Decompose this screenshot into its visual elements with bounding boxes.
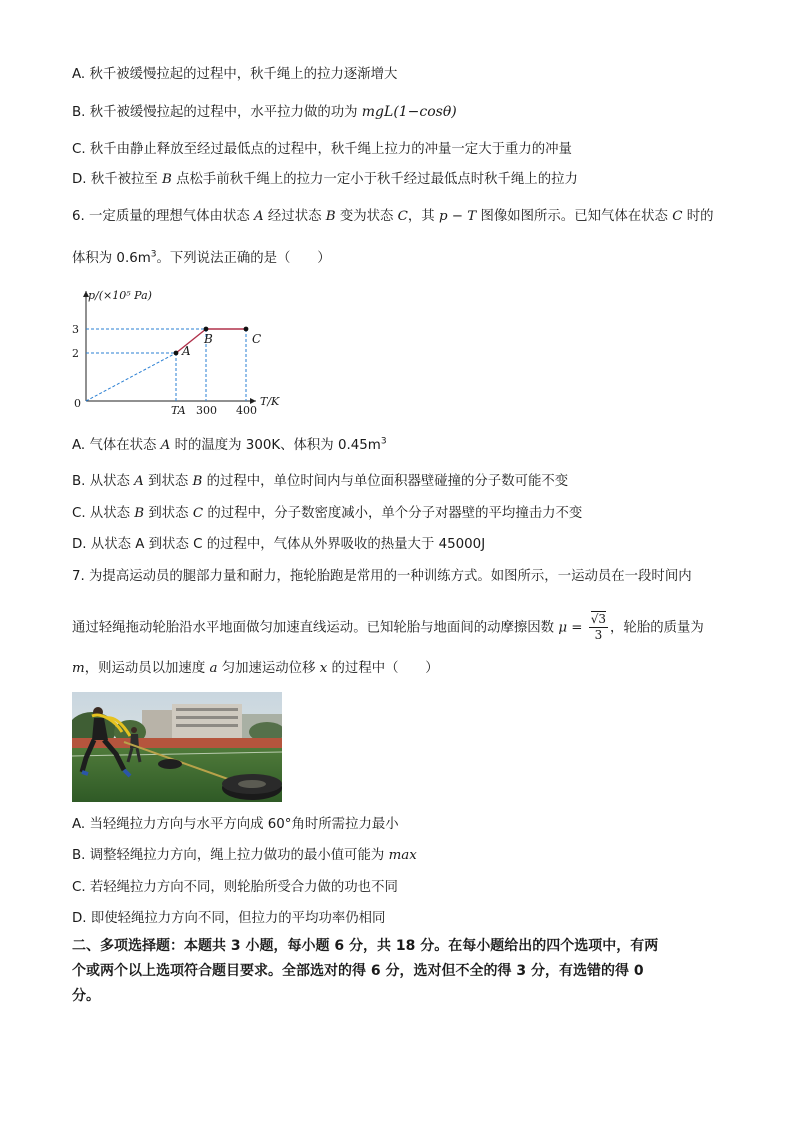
- origin-label: 0: [74, 397, 81, 410]
- x-tick-label: 400: [236, 404, 257, 417]
- q6-option-b: [72, 473, 568, 491]
- q6-option-b-text: B. 从状态: [72, 474, 135, 489]
- process-a-to-b: [176, 329, 206, 353]
- state-label-a: A: [182, 344, 191, 358]
- state-point-a: [174, 351, 179, 356]
- q5-option-d: [72, 171, 578, 189]
- q6-option-d: D. 从状态 A 到状态 C 的过程中，气体从外界吸收的热量大于 45000J: [72, 537, 486, 552]
- q6-option-b-text-2: 到状态: [143, 474, 193, 489]
- q6-var-a: A: [134, 474, 144, 489]
- x-axis-label: T/K: [260, 395, 280, 408]
- q7-mu-symbol: μ: [558, 620, 568, 636]
- q7-var-x: x: [319, 661, 328, 676]
- q7-tire-drag-photo: [72, 692, 282, 802]
- tire: [222, 774, 282, 800]
- q7-fraction-denominator: 3: [594, 628, 603, 642]
- q7-fraction-numerator: √3: [590, 612, 607, 626]
- q7-stem-line-1: 7. 为提高运动员的腿部力量和耐力，拖轮胎跑是常用的一种训练方式。如图所示，一运动员在一段时间内: [72, 569, 692, 584]
- q7-stem-text: 通过轻绳拖动轮胎沿水平地面做匀加速直线运动。已知轮胎与地面间的动摩擦因数: [72, 620, 559, 636]
- q6-option-a-text-2: 时的温度为 300K、体积为 0.45m: [170, 438, 381, 453]
- q7-option-a: A. 当轻绳拉力方向与水平方向成 60°角时所需拉力最小: [72, 817, 399, 832]
- q6-superscript: 3: [380, 436, 387, 447]
- section2-heading-line-2: 个或两个以上选项符合题目要求。全部选对的得 6 分，选对但不全的得 3 分，有选错的得 0: [72, 963, 644, 979]
- q5-option-b-formula: mgL(1−cosθ): [361, 104, 457, 120]
- q7-stem-text: ，轮胎的质量为: [610, 620, 704, 636]
- q5-option-c: C. 秋千由静止释放至经过最低点的过程中，秋千绳上拉力的冲量一定大于重力的冲量: [72, 142, 572, 157]
- section2-heading-line-1: 二、多项选择题：本题共 3 小题，每小题 6 分，共 18 分。在每小题给出的四个选项中，有两: [72, 938, 659, 954]
- q6-var-b: B: [134, 506, 145, 521]
- q5-option-b: [72, 103, 457, 122]
- q6-option-c-text-3: 的过程中，分子数密度减小，单个分子对器壁的平均撞击力不变: [203, 506, 583, 521]
- q6-pt-symbol: p − T: [438, 209, 477, 224]
- q6-option-a-text: A. 气体在状态: [72, 438, 161, 453]
- y-axis-label: p/(×10⁵ Pa): [88, 289, 152, 302]
- q7-fraction: [589, 612, 608, 643]
- q6-var-b: B: [192, 474, 203, 489]
- q7-var-m: m: [72, 661, 85, 676]
- q7-option-c: C. 若轻绳拉力方向不同，则轮胎所受合力做的功也不同: [72, 880, 398, 895]
- q7-stem-line-2: [72, 612, 704, 643]
- q7-option-b: [72, 847, 417, 865]
- q6-pt-chart: [60, 283, 300, 423]
- q6-stem-text: 。下列说法正确的是（ ）: [156, 251, 331, 266]
- q6-stem-text: ，其: [407, 209, 439, 224]
- state-point-b: [204, 327, 209, 332]
- q5-option-d-var: B: [162, 172, 172, 187]
- second-tire: [158, 759, 182, 769]
- q6-stem-text: 6. 一定质量的理想气体由状态: [72, 209, 254, 224]
- q5-option-d-text-2: 点松手前秋千绳上的拉力一定小于秋千经过最低点时秋千绳上的拉力: [171, 172, 578, 187]
- q7-equals: =: [567, 620, 587, 636]
- q6-stem-text: 变为状态: [335, 209, 398, 224]
- section2-heading-line-3: 分。: [72, 988, 100, 1004]
- q6-var-a: A: [160, 438, 171, 453]
- x-tick-label: TA: [171, 404, 186, 417]
- q7-stem-text: 的过程中（ ）: [327, 661, 439, 676]
- x-tick-label: 300: [196, 404, 217, 417]
- q6-var-c: C: [192, 506, 204, 521]
- y-tick-label: 2: [72, 347, 79, 360]
- q6-var-a: A: [253, 209, 264, 224]
- q6-var-c: C: [672, 209, 683, 224]
- y-tick-label: 3: [72, 323, 79, 336]
- q6-option-c-text: C. 从状态: [72, 506, 135, 521]
- q6-stem-text: 体积为 0.6m: [72, 251, 151, 266]
- q7-option-d: D. 即使轻绳拉力方向不同，但拉力的平均功率仍相同: [72, 911, 386, 926]
- q7-stem-line-3: [72, 660, 439, 678]
- q7-option-b-text: B. 调整轻绳拉力方向，绳上拉力做功的最小值可能为: [72, 848, 389, 863]
- q5-option-b-text: B. 秋千被缓慢拉起的过程中，水平拉力做的功为: [72, 105, 362, 120]
- q7-stem-text: 匀加速运动位移: [217, 661, 320, 676]
- q6-stem-text: 时的: [682, 209, 714, 224]
- state-label-b: B: [204, 332, 213, 346]
- q6-stem-text: 图像如图所示。已知气体在状态: [476, 209, 673, 224]
- q6-option-c: [72, 505, 582, 523]
- q6-var-c: C: [397, 209, 408, 224]
- q7-stem-text: ，则运动员以加速度: [84, 661, 210, 676]
- q6-stem-text: 经过状态: [263, 209, 326, 224]
- q6-option-a: [72, 437, 387, 455]
- q5-option-d-text: D. 秋千被拉至: [72, 172, 163, 187]
- q5-option-a: A. 秋千被缓慢拉起的过程中，秋千绳上的拉力逐渐增大: [72, 67, 398, 82]
- q6-superscript: 3: [150, 249, 157, 260]
- q7-option-b-var: max: [388, 848, 417, 863]
- origin-to-a-dashed-line: [86, 353, 176, 401]
- q6-stem-line-2: [72, 250, 331, 268]
- q6-option-b-text-3: 的过程中，单位时间内与单位面积器壁碰撞的分子数可能不变: [202, 474, 569, 489]
- q6-var-b: B: [325, 209, 336, 224]
- state-point-c: [244, 327, 249, 332]
- state-label-c: C: [252, 332, 262, 346]
- q7-var-a: a: [209, 661, 218, 676]
- q6-stem-line-1: [72, 208, 713, 226]
- q6-option-c-text-2: 到状态: [144, 506, 193, 521]
